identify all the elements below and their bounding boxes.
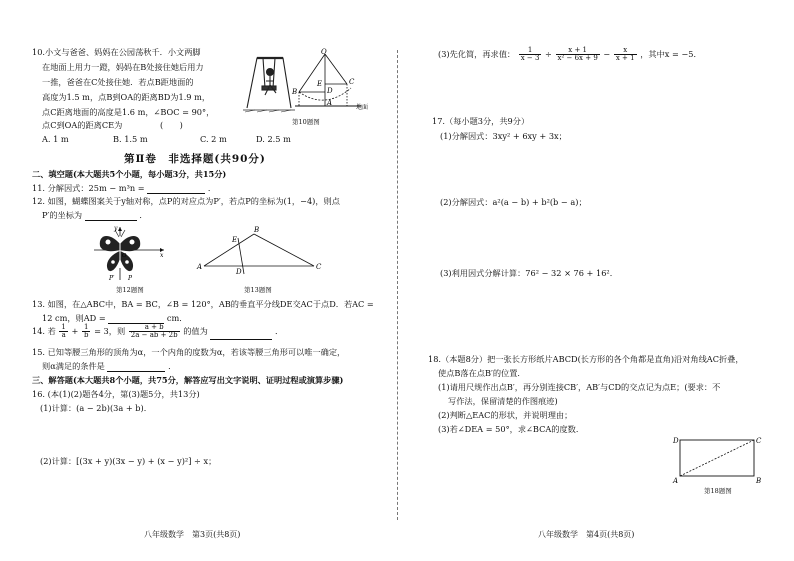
- q15-period: ．: [168, 361, 177, 371]
- q13-line2-text: 12 cm，则AD =: [42, 313, 106, 323]
- q17-1: (1)分解因式：3xy² + 6xy + 3x；: [440, 131, 567, 141]
- y-axis-arrow: [118, 227, 122, 231]
- q14-plus: +: [71, 325, 79, 336]
- label-P: P: [128, 275, 133, 282]
- q16-3-div: ÷: [545, 48, 552, 59]
- q12-line: 12. 如图，蝴蝶图案关于y轴对称，点P的对应点为P′，若点P的坐标为(1，−4)，则点: [32, 196, 340, 206]
- q10-option-a: A. 1 m: [42, 134, 69, 144]
- q10-caption: 第10题图: [292, 118, 320, 126]
- q16-3-prefix: (3)先化简，再求值：: [438, 48, 516, 59]
- q12-period: ．: [139, 210, 148, 220]
- label-A: A: [327, 99, 333, 107]
- label-x: x: [160, 252, 164, 259]
- q14-period: ．: [275, 325, 284, 336]
- q11-answer-blank[interactable]: [147, 184, 205, 194]
- q14-mid: = 3，则: [94, 325, 126, 336]
- q12-line2: [42, 210, 148, 221]
- q11-text: 11. 分解因式：25m − m³n =: [32, 183, 145, 193]
- q14-prefix: 14. 若: [32, 325, 56, 336]
- q16-3-frac3: $\frac{x}{x + 1}$: [615, 46, 635, 63]
- q10-line: 点C距离地面的高度是1.6 m，∠BOC = 90°，: [42, 107, 215, 117]
- label-origin: O: [122, 253, 127, 259]
- part3-title: 三、解答题(本大题共8个小题，共75分，解答应写出文字说明、证明过程或演算步骤): [32, 375, 344, 385]
- q10-answer-paren: ( ): [160, 120, 183, 130]
- label-D: D: [673, 437, 679, 445]
- q10-figure: [243, 48, 373, 126]
- q10-line: 10.小文与爸爸、妈妈在公园荡秋千．小文两脚: [32, 47, 201, 57]
- q15-line2: [42, 361, 176, 372]
- label-y: y: [114, 225, 118, 232]
- footer-page-4: 八年级数学 第4页(共8页): [538, 530, 635, 539]
- q13-triangle: [204, 234, 314, 274]
- label-C: C: [349, 78, 355, 86]
- q10-line: 高度为1.5 m，点B到OA的距离BD为1.9 m，: [42, 92, 211, 102]
- q13-caption: 第13题图: [244, 286, 272, 294]
- q12-line2-text: P′的坐标为: [42, 210, 83, 220]
- q10-line: 在地面上用力一蹬，妈妈在B处接住她后用力: [42, 62, 204, 72]
- q11-period: ．: [207, 183, 217, 193]
- label-E: E: [232, 236, 238, 244]
- q16-2: (2)计算：[(3x + y)(3x − y) + (x − y)²] ÷ x；: [40, 456, 217, 466]
- q10-option-c: C. 2 m: [200, 134, 227, 144]
- q14-answer-blank[interactable]: [210, 330, 272, 340]
- q14-frac3: $\frac{a + b}{2a - ab + 2b}$: [130, 323, 178, 340]
- q16-3-minus: −: [603, 48, 611, 59]
- q18-line: 使点B落在点B′的位置．: [438, 368, 526, 378]
- q14-frac1: $\frac{1}{a}$: [61, 323, 66, 340]
- q18-line: (1)请用尺规作出点B′，再分别连接CB′，AB′与CD的交点记为点E；(要求：不: [438, 382, 721, 392]
- label-E: E: [317, 80, 323, 88]
- label-A: A: [197, 263, 203, 271]
- q14-frac2: $\frac{1}{b}$: [83, 323, 89, 340]
- part2-title: 二、填空题(本大题共5个小题，每小题3分，共15分): [32, 169, 227, 179]
- label-D: D: [327, 87, 333, 95]
- q14-suffix: 的值为: [183, 325, 208, 336]
- q17-head: 17.（每小题3分，共9分）: [432, 116, 530, 126]
- q10-option-b: B. 1.5 m: [113, 134, 148, 144]
- right-page: [398, 0, 794, 561]
- diagonal-AC: [680, 440, 754, 476]
- swing-illustration: [243, 58, 298, 112]
- label-C: C: [756, 437, 762, 445]
- q17-2: (2)分解因式：a²(a − b) + b²(b − a)；: [440, 197, 587, 207]
- label-O: O: [321, 48, 327, 56]
- footer-page-3: 八年级数学 第3页(共8页): [144, 530, 241, 539]
- label-B: B: [292, 88, 298, 96]
- q18-line: (3)若∠DEA = 50°，求∠BCA的度数．: [438, 424, 585, 434]
- q10-line: 点C到OA的距离CE为: [42, 120, 123, 130]
- q15-line: 15. 已知等腰三角形的顶角为α，一个内角的度数为α，若该等腰三角形可以唯一确定，: [32, 347, 346, 357]
- q12-answer-blank[interactable]: [85, 211, 137, 221]
- q12-figure: [88, 224, 168, 284]
- q16-3-frac2: $\frac{x + 1}{\text{x² − 6x + 9}}$: [557, 46, 598, 63]
- q12-caption: 第12题图: [116, 286, 144, 294]
- q14: [32, 324, 283, 340]
- q18-figure: [670, 434, 766, 484]
- q15-answer-blank[interactable]: [107, 362, 165, 372]
- q16-3: [438, 47, 702, 63]
- q17-3: (3)利用因式分解计算：76² − 32 × 76 + 16²．: [440, 268, 618, 278]
- section-title: 第Ⅱ卷 非选择题(共90分): [124, 153, 266, 165]
- q18-caption: 第18题图: [704, 487, 732, 495]
- q10-option-d: D. 2.5 m: [256, 134, 291, 144]
- label-ground: 地面: [356, 104, 369, 111]
- label-B: B: [756, 477, 762, 484]
- q13-unit: cm．: [166, 313, 188, 323]
- label-A: A: [673, 477, 679, 484]
- q13-line: 13. 如图，在△ABC中，BA = BC，∠B = 120°，AB的垂直平分线DE交AC于点D．若AC =: [32, 299, 374, 309]
- q15-line2-text: 则α满足的条件是: [42, 361, 105, 371]
- q13-figure: [196, 226, 326, 276]
- label-P-prime: P′: [109, 275, 115, 282]
- label-D: D: [236, 268, 242, 276]
- label-B: B: [254, 226, 260, 234]
- q16-head: 16. (本(1)(2)题各4分，第(3)题5分，共13分): [32, 389, 200, 399]
- q18-line: 18.（本题8分）把一张长方形纸片ABCD(长方形的各个角都是直角)沿对角线AC折叠，: [428, 354, 744, 364]
- label-C: C: [316, 263, 322, 271]
- q11: [32, 183, 216, 194]
- q10-line: 一推，爸爸在C处接住她．若点B距地面的: [42, 77, 194, 87]
- q18-line: 写作法，保留清楚的作图痕迹): [448, 396, 558, 406]
- butterfly-icon: [100, 230, 140, 271]
- q16-3-frac1: $\frac{1}{x - 3}$: [520, 46, 540, 63]
- q16-1: (1)计算：(a − 2b)(3a + b)．: [40, 403, 152, 413]
- q16-3-suffix: ，其中x = −5．: [640, 48, 702, 59]
- q18-line: (2)判断△EAC的形状，并说明理由；: [438, 410, 573, 420]
